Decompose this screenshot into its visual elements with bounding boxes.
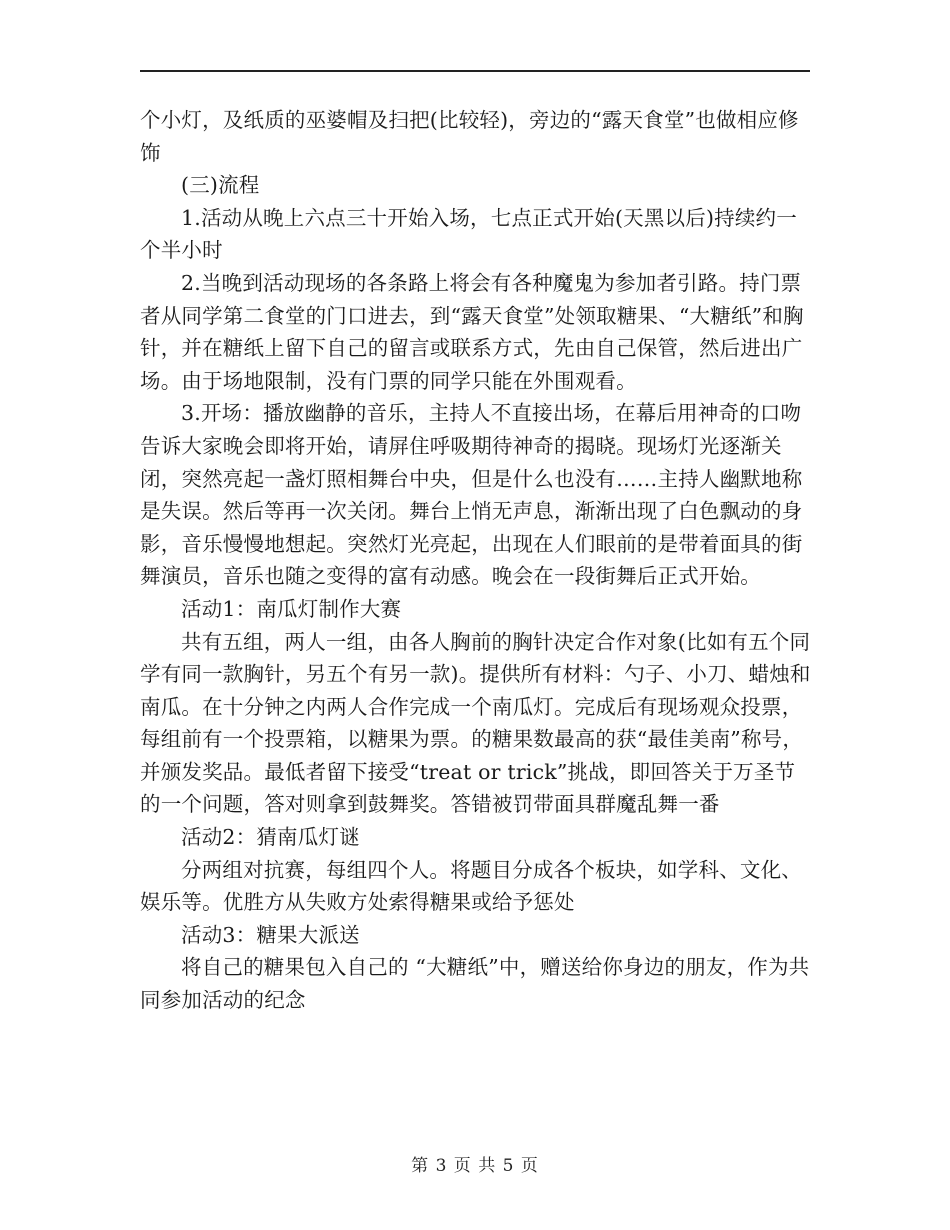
header-rule: [140, 70, 810, 72]
activity-2-heading: 活动2：猜南瓜灯谜: [181, 825, 360, 850]
paragraph-step-2: 2.当晚到活动现场的各条路上将会有各种魔鬼为参加者引路。持门票者从同学第二食堂的门口进去，到“露天食堂”处领取糖果、“大糖纸”和胸针，并在糖纸上留下自己的留言或联系方式，先由自己保管，然后进出广场。由于场地限制，没有门票的同学只能在外围观看。: [140, 270, 804, 393]
page-number-footer: 第 3 页 共 5 页: [411, 1156, 539, 1176]
activity-3-body: 将自己的糖果包入自己的 “大糖纸”中，赠送给你身边的朋友，作为共同参加活动的纪念: [140, 955, 810, 1013]
activity-1-heading: 活动1：南瓜灯制作大赛: [181, 596, 402, 621]
paragraph-continuation: 个小灯，及纸质的巫婆帽及扫把(比较轻)，旁边的“露天食堂”也做相应修饰: [140, 108, 799, 165]
activity-2-body: 分两组对抗赛，每组四个人。将题目分成各个板块，如学科、文化、娱乐等。优胜方从失败方处索得糖果或给予惩处: [140, 857, 802, 915]
paragraph-step-3: 3.开场：播放幽静的音乐，主持人不直接出场，在幕后用神奇的口吻告诉大家晚会即将开始，请屏住呼吸期待神奇的揭晓。现场灯光逐渐关闭，突然亮起一盏灯照相舞台中央，但是什么也没有……主持人幽默地称是失误。然后等再一次关闭。舞台上悄无声息，渐渐出现了白色飘动的身影，音乐慢慢地想起。突然灯光亮起，出现在人们眼前的是带着面具的街舞演员，音乐也随之变得的富有动感。晚会在一段街舞后正式开始。: [140, 401, 803, 589]
section-heading-process: (三)流程: [181, 173, 260, 198]
document-body: [140, 104, 812, 1017]
paragraph-step-1: 1.活动从晚上六点三十开始入场，七点正式开始(天黑以后)持续约一个半小时: [140, 205, 797, 263]
activity-3-heading: 活动3：糖果大派送: [181, 922, 360, 947]
activity-1-body: 共有五组，两人一组，由各人胸前的胸针决定合作对象(比如有五个同学有同一款胸针，另五个有另一款)。提供所有材料：勺子、小刀、蜡烛和南瓜。在十分钟之内两人合作完成一个南瓜灯。完成后有现场观众投票，每组前有一个投票箱，以糖果为票。的糖果数最高的获“最佳美南”称号，并颁发奖品。最低者留下接受“treat or trick”挑战，即回答关于万圣节的一个问题，答对则拿到鼓舞奖。答错被罚带面具群魔乱舞一番: [140, 629, 811, 817]
